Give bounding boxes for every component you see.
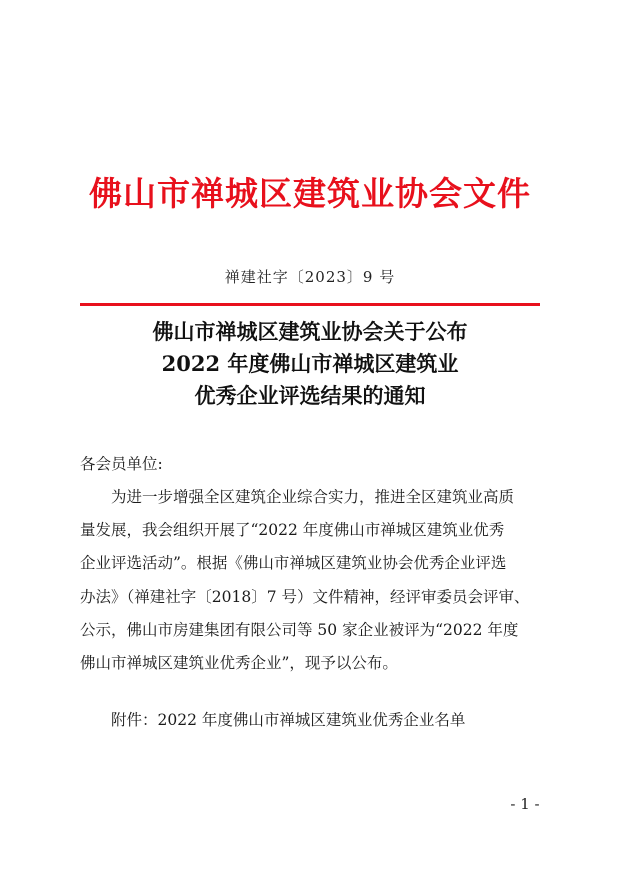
body-line-1: 为进一步增强全区建筑企业综合实力，推进全区建筑业高质 — [111, 488, 515, 506]
body-line-5: 公示，佛山市房建集团有限公司等 50 家企业被评为“2022 年度 — [80, 620, 519, 639]
notice-title-line-3: 优秀企业评选结果的通知 — [194, 383, 426, 408]
document-header-title: 佛山市禅城区建筑业协会文件 — [89, 174, 531, 213]
attachment-note: 附件：2022 年度佛山市禅城区建筑业优秀企业名单 — [111, 711, 466, 729]
body-line-3: 企业评选活动”。根据《佛山市禅城区建筑业协会优秀企业评选 — [80, 554, 507, 573]
body-line-2: 量发展，我会组织开展了“2022 年度佛山市禅城区建筑业优秀 — [80, 521, 505, 540]
notice-title-line-1: 佛山市禅城区建筑业协会关于公布 — [152, 319, 468, 344]
salutation: 各会员单位: — [80, 455, 163, 473]
notice-title — [0, 316, 620, 412]
body-line-6: 佛山市禅城区建筑业优秀企业”，现予以公布。 — [80, 654, 398, 673]
body-paragraph — [80, 481, 542, 680]
body-line-4: 办法》（禅建社字〔2018〕7 号）文件精神，经评审委员会评审、 — [80, 587, 530, 606]
document-number: 禅建社字〔2023〕9 号 — [224, 268, 396, 286]
page-number: - 1 - — [510, 795, 540, 813]
notice-title-line-2: 2022 年度佛山市禅城区建筑业 — [161, 351, 459, 376]
red-divider-line — [80, 303, 540, 306]
